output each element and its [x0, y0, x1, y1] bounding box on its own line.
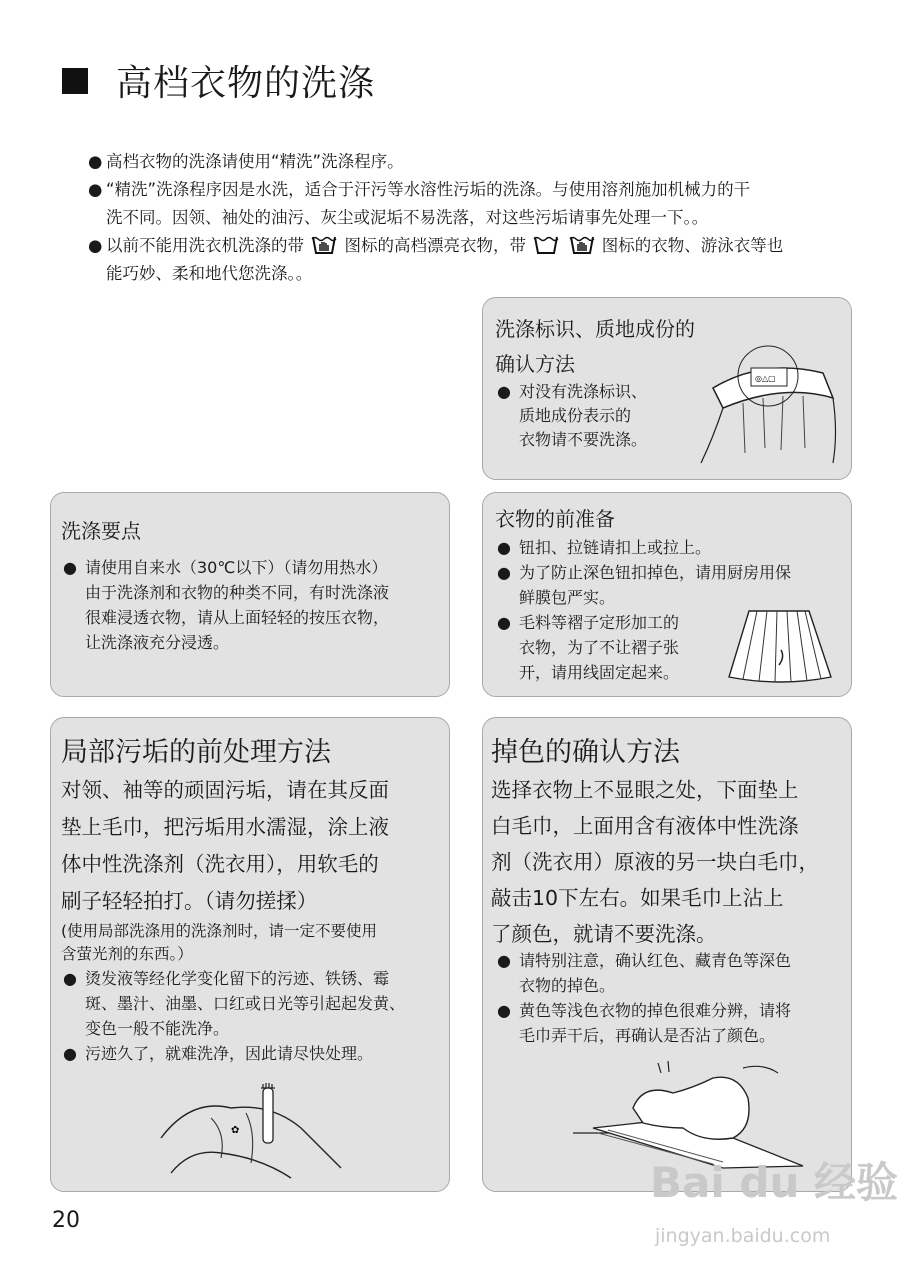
bullet-icon: ●: [63, 1044, 77, 1063]
stain-box-title: 局部污垢的前处理方法: [61, 737, 331, 768]
bullet-icon: ●: [497, 563, 511, 582]
list-item: ● 污迹久了，就难洗净，因此请尽快处理。: [61, 1041, 446, 1066]
hand-wash-icon: [569, 234, 595, 256]
label-box-title: 洗涤标识、质地成份的 确认方法: [495, 317, 695, 376]
baidu-watermark: Bai du 经验: [650, 1158, 898, 1207]
watermark-url: jingyan.baidu.com: [655, 1225, 831, 1247]
svg-text:◎△▢: ◎△▢: [755, 374, 776, 383]
list-item: ● 钮扣、拉链请扣上或拉上。: [495, 535, 845, 560]
page-number: 20: [52, 1208, 80, 1233]
bullet-icon: ●: [497, 538, 511, 557]
color-box-lead: 选择衣物上不显眼之处，下面垫上 白毛巾，上面用含有液体中性洗涤 剂（洗衣用）原液的另一块白毛巾， 敲击10下左右。如果毛巾上沾上 了颜色，就请不要洗涤。: [491, 778, 819, 946]
list-item: ● 黄色等浅色衣物的掉色很难分辨，请将 毛巾弄干后，再确认是否沾了颜色。: [495, 998, 845, 1048]
prep-box-title: 衣物的前准备: [495, 507, 615, 531]
bullet-icon: ●: [63, 969, 77, 988]
intro-item-3: ● 以前不能用洗衣机洗涤的带 图标的高档漂亮衣物，带 图标的衣物、游泳衣等也 能巧妙、柔和地代您洗涤。。: [88, 232, 888, 288]
brushing-stain-illustration: [151, 1078, 351, 1183]
hand-wash-icon: [311, 234, 337, 256]
stain-list: [61, 966, 446, 1066]
colorfastness-check-box: [482, 717, 852, 1192]
bullet-icon: ●: [88, 180, 103, 199]
bullet-icon: ●: [88, 152, 103, 171]
points-box-title: 洗涤要点: [61, 519, 141, 543]
bullet-icon: ●: [497, 382, 511, 401]
bullet-icon: ●: [88, 236, 103, 255]
garment-collar-illustration: [683, 338, 843, 468]
stain-box-note: (使用局部洗涤用的洗涤剂时，请一定不要使用 含萤光剂的东西。）: [61, 922, 378, 963]
wash-tub-icon: [533, 234, 559, 256]
bullet-icon: ●: [497, 1001, 511, 1020]
points-list: [61, 555, 441, 655]
label-check-box: [482, 297, 852, 480]
color-list: [495, 948, 845, 1048]
stain-pretreatment-box: [50, 717, 450, 1192]
bullet-icon: ●: [497, 613, 511, 632]
intro-list: [88, 148, 888, 288]
garment-prep-box: [482, 492, 852, 697]
intro-item-1: ● 高档衣物的洗涤请使用“精洗”洗涤程序。: [88, 148, 888, 176]
list-item: ● 请使用自来水（30℃以下）（请勿用热水） 由于洗涤剂和衣物的种类不同，有时洗涤液 很难浸透衣物，请从上面轻轻的按压衣物， 让洗涤液充分浸透。: [61, 555, 441, 655]
washing-points-box: [50, 492, 450, 697]
list-item: ● 毛料等褶子定形加工的 衣物，为了不让褶子张 开，请用线固定起来。: [495, 610, 845, 685]
label-box-note: ● 对没有洗涤标识、 质地成份表示的 衣物请不要洗涤。: [497, 382, 648, 449]
pleated-skirt-illustration: [721, 605, 841, 690]
intro-item-2: ● “精洗”洗涤程序因是水洗，适合于汗污等水溶性污垢的洗涤。与使用溶剂施加机械力的干 洗不同。因领、袖处的油污、灰尘或泥垢不易洗落，对这些污垢请事先处理一下。。: [88, 176, 888, 232]
page-header: [62, 55, 375, 106]
color-box-title: 掉色的确认方法: [491, 737, 680, 768]
list-item: ● 请特别注意，确认红色、藏青色等深色 衣物的掉色。: [495, 948, 845, 998]
bullet-icon: ●: [63, 558, 77, 577]
list-item: ● 为了防止深色钮扣掉色，请用厨房用保 鲜膜包严实。: [495, 560, 845, 610]
title-square-icon: [62, 68, 88, 94]
stain-box-lead: 对领、袖等的顽固污垢，请在其反面 垫上毛巾，把污垢用水濡湿，涂上液 体中性洗涤剂（洗衣用），用软毛的 刷子轻轻拍打。（请勿搓揉）: [61, 778, 389, 913]
list-item: ● 烫发液等经化学变化留下的污迹、铁锈、霉 斑、墨汁、油墨、口红或日光等引起起发黄、 变色一般不能洗净。: [61, 966, 446, 1041]
page-title: 高档衣物的洗涤: [116, 63, 376, 104]
bullet-icon: ●: [497, 951, 511, 970]
svg-text:✿: ✿: [231, 1125, 240, 1136]
